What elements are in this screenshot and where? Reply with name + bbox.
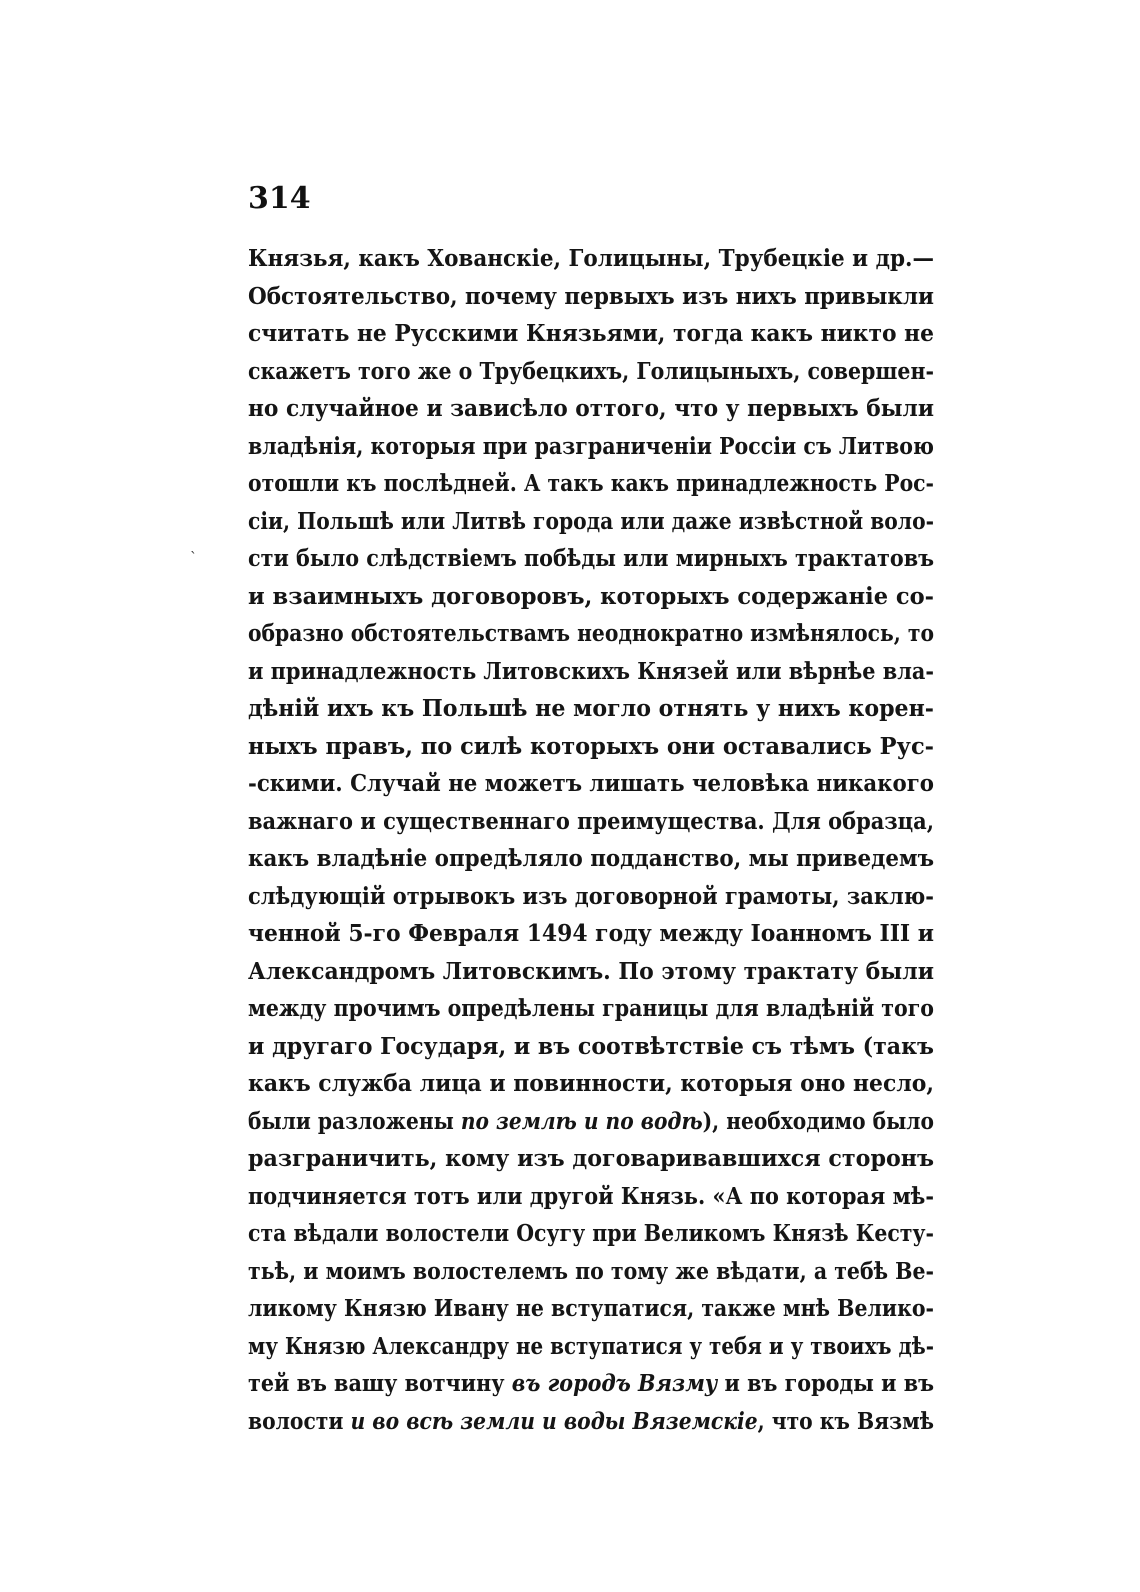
line-text: слѣдующій отрывокъ изъ договорной грамоты, заклю- [248,882,934,910]
line-text: были разложены [248,1107,461,1135]
line-text: сти было слѣдствіемъ побѣды или мирныхъ трактатовъ [248,545,934,572]
line-content [248,540,934,578]
line-content [248,353,934,391]
text-line [248,540,934,578]
line-text: ), необходимо было [702,1107,934,1135]
line-content [248,690,934,728]
text-line [248,840,934,878]
line-text: скажетъ того же о Трубецкихъ, Голицыныхъ, совершен- [248,357,934,385]
text-line [248,1028,934,1066]
text-line [248,390,934,428]
text-line [248,1290,934,1328]
text-line [248,690,934,728]
line-content [248,1065,934,1103]
line-text: ченной 5-го Февраля 1494 году между Іоанномъ III и [248,920,934,947]
text-line [248,1103,934,1141]
italic-quote: по землѣ и по водѣ [460,1107,703,1135]
text-line [248,315,934,353]
line-text: между прочимъ опредѣлены границы для владѣній того [248,995,934,1022]
margin-mark: ˎ [190,538,197,554]
line-text: му Князю Александру не вступатися у тебя и у твоихъ дѣ- [248,1332,934,1360]
text-line [248,1178,934,1216]
line-text: сіи, Польшѣ или Литвѣ города или даже извѣстной воло- [248,507,934,535]
line-content [248,503,934,541]
text-line [248,1403,934,1441]
line-content [248,728,934,766]
line-content [248,990,934,1028]
line-content [248,578,934,616]
line-text: тей въ вашу вотчину [248,1370,512,1397]
text-line [248,803,934,841]
text-line [248,465,934,503]
line-text: важнаго и существеннаго преимущества. Для образца, [248,807,934,835]
text-line [248,990,934,1028]
line-content [248,653,934,691]
line-text: ныхъ правъ, по силѣ которыхъ они оставались Рус- [248,732,934,760]
line-text: владѣнія, которыя при разграниченіи Россіи съ Литвою [248,432,934,460]
line-content [248,1103,934,1141]
line-content [248,1028,934,1066]
line-content [248,1328,934,1366]
line-content [248,1140,934,1178]
line-text: тьѣ, и моимъ волостелемъ по тому же вѣдати, а тебѣ Ве- [248,1257,934,1285]
line-content [248,240,934,278]
italic-quote: въ городъ Вязму [511,1370,718,1397]
line-content [248,465,934,503]
line-content [248,840,934,878]
line-text: дѣній ихъ къ Польшѣ не могло отнять у нихъ корен- [248,695,934,722]
line-content [248,1215,934,1253]
line-text: и принадлежность Литовскихъ Князей или вѣрнѣе вла- [248,657,934,685]
line-text: отошли къ послѣдней. А такъ какъ принадлежность Рос- [248,470,934,497]
text-line [248,428,934,466]
text-line [248,728,934,766]
line-content [248,428,934,466]
line-content [248,615,934,653]
line-text: считать не Русскими Князьями, тогда какъ никто не [248,320,934,347]
line-text: какъ владѣніе опредѣляло подданство, мы приведемъ [248,845,934,872]
text-line [248,240,934,278]
line-text: Обстоятельство, почему первыхъ изъ нихъ привыкли [248,282,934,310]
line-text: какъ служба лица и повинности, которыя оно несло, [248,1070,934,1097]
italic-quote: и во всѣ земли и воды Вяземскіе [350,1407,758,1435]
text-line [248,578,934,616]
line-text: -скими. Случай не можетъ лишать человѣка никакого [248,770,934,797]
text-line [248,1215,934,1253]
text-line [248,1328,934,1366]
text-line [248,615,934,653]
text-line [248,765,934,803]
line-content [248,315,934,353]
line-text: волости [248,1407,351,1435]
text-line [248,1140,934,1178]
text-line [248,953,934,991]
line-text: но случайное и зависѣло оттого, что у первыхъ были [248,395,934,422]
line-content [248,1403,934,1441]
line-content [248,953,934,991]
line-content [248,1290,934,1328]
line-text: Князья, какъ Хованскіе, Голицыны, Трубецкіе и др.— [248,245,934,272]
line-content [248,765,934,803]
body-text [248,240,934,1440]
text-line [248,278,934,316]
line-content [248,278,934,316]
line-text: образно обстоятельствамъ неоднократно измѣнялось, то [248,620,934,647]
page-number: 314 [248,181,311,216]
text-line [248,915,934,953]
line-content [248,1178,934,1216]
line-text: Александромъ Литовскимъ. По этому трактату были [248,957,934,985]
line-text: разграничить, кому изъ договаривавшихся сторонъ [248,1145,934,1172]
line-text: , что къ Вязмѣ [757,1407,934,1435]
text-line [248,353,934,391]
line-content [248,1365,934,1403]
line-text: и другаго Государя, и въ соотвѣтствіе съ тѣмъ (такъ [248,1032,934,1060]
text-line [248,1253,934,1291]
line-text: и въ городы и въ [717,1370,934,1397]
line-content [248,1253,934,1291]
line-text: и взаимныхъ договоровъ, которыхъ содержаніе со- [248,582,934,610]
line-content [248,915,934,953]
text-line [248,878,934,916]
line-text: ста вѣдали волостели Осугу при Великомъ Князѣ Кесту- [248,1220,934,1247]
line-text: ликому Князю Ивану не вступатися, также мнѣ Велико- [248,1295,934,1322]
line-content [248,390,934,428]
text-line [248,653,934,691]
line-content [248,803,934,841]
line-text: подчиняется тотъ или другой Князь. «А по которая мѣ- [248,1182,934,1210]
line-content [248,878,934,916]
text-line [248,1365,934,1403]
text-line [248,503,934,541]
text-line [248,1065,934,1103]
